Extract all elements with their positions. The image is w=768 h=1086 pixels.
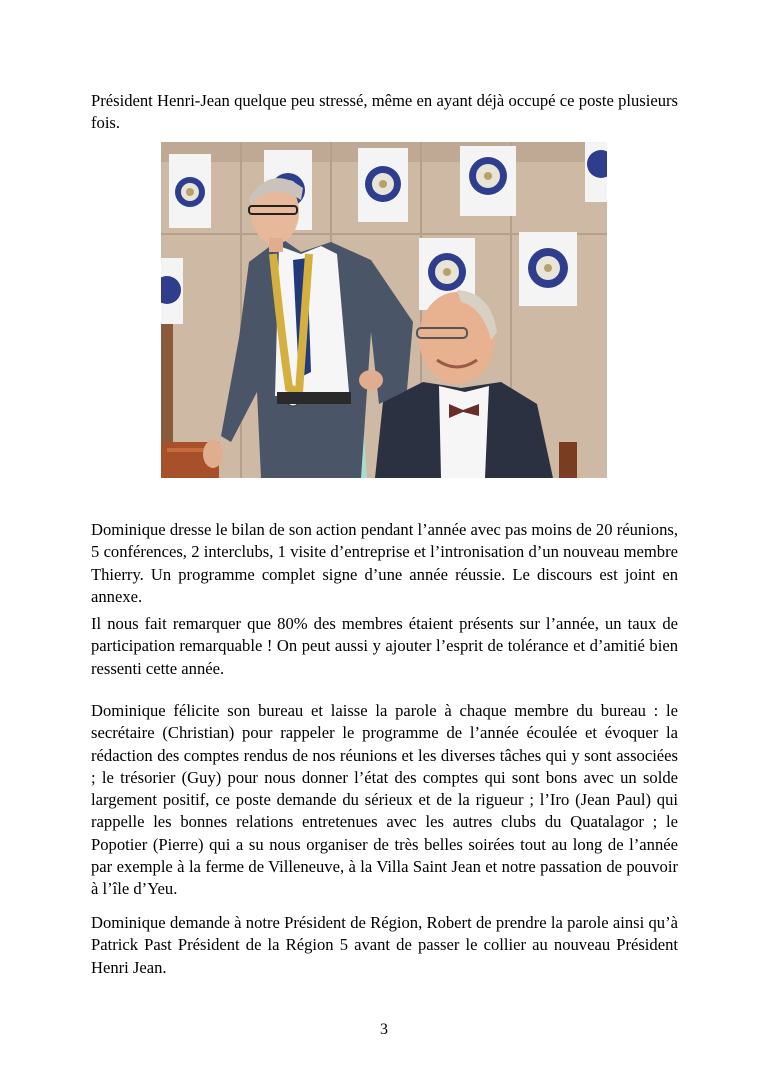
region-paragraph: Dominique demande à notre Président de Région, Robert de prendre la parole ainsi qu’à Patrick Past Président de la Région 5 avant de passer le collier au nouveau Président Henri Jean. (91, 913, 678, 977)
club-banner-icon (169, 154, 211, 228)
participation-paragraph: Il nous fait remarquer que 80% des membres étaient présents sur l’année, un taux de participation remarquable ! On peut aussi y ajouter l’esprit de tolérance et d’amitié bien ressenti cette année. (91, 614, 678, 678)
photo-two-presidents (161, 142, 607, 478)
bureau-paragraph: Dominique félicite son bureau et laisse la parole à chaque membre du bureau : le secrétaire (Christian) pour rappeler le programme de l’année écoulée et évoquer la rédaction des comptes rendus de nos réunions et les diverses tâches qui y sont associées ; le trésorier (Guy) pour nous donner l’état des comptes qui sont bons avec un solde largement positif, ce poste demande du sérieux et de la rigueur ; l’Iro (Jean Paul) qui rappelle les bonnes relations entretenues avec les autres clubs du Quatalagor ; le Popotier (Pierre) qui a su nous organiser de très belles soirées tout au long de l’année par exemple à la ferme de Villeneuve, à la Villa Saint Jean et notre passation de pouvoir à l’île d’Yeu. (91, 701, 678, 899)
bilan-paragraph: Dominique dresse le bilan de son action pendant l’année avec pas moins de 20 réunions, 5 conférences, 2 interclubs, 1 visite d’entreprise et l’intronisation d’un nouveau membre Thierry. Un programme complet signe d’une année réussie. Le discours est joint en annexe. (91, 520, 678, 606)
intro-paragraph: Président Henri-Jean quelque peu stressé, même en ayant déjà occupé ce poste plusieurs fois. (91, 91, 678, 133)
page-number: 3 (380, 1021, 388, 1038)
